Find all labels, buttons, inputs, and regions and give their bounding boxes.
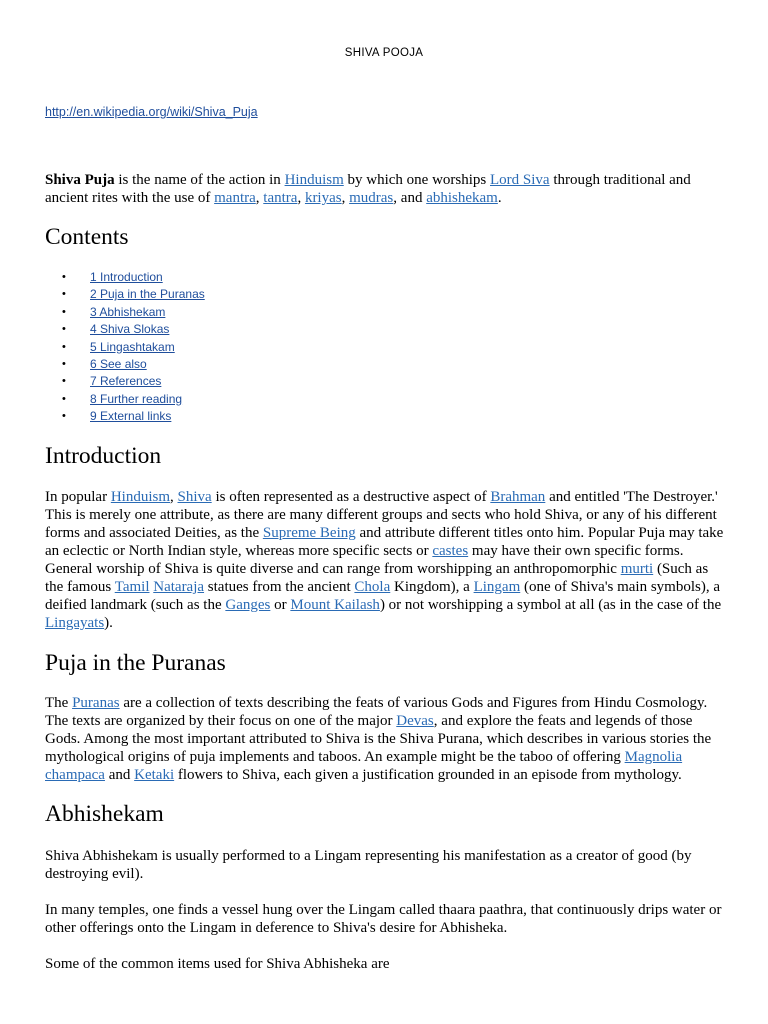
text-run: (one of Shiva's main symbols), a deified landmark (such as the [45, 579, 721, 613]
link-nataraja[interactable]: Nataraja [153, 579, 205, 595]
intro-paragraph [45, 171, 725, 207]
link-chola[interactable]: Chola [354, 579, 391, 595]
link-abhishekam[interactable]: abhishekam [426, 190, 498, 206]
text-run: ) or not worshipping a symbol at all (as in the case of the [379, 597, 722, 613]
text-run: and attribute different titles onto him. Popular Puja may take an eclectic or North Indian style, whereas more specific sects or [45, 525, 724, 559]
text-run: is often represented as a destructive aspect of [211, 489, 491, 505]
bullet-icon: • [62, 305, 66, 318]
table-of-contents [62, 269, 205, 426]
text-run: , and [393, 190, 427, 206]
text-run: Kingdom), a [390, 579, 474, 595]
text-run: is the name of the action in [114, 172, 285, 188]
toc-link-external-links[interactable]: 9 External links [90, 409, 172, 424]
link-mudras[interactable]: mudras [349, 190, 394, 206]
text-run: , [255, 190, 264, 206]
text-run: statues from the ancient [204, 579, 355, 595]
link-ketaki[interactable]: Ketaki [134, 767, 175, 783]
text-run: through traditional and ancient rites with the use of [45, 172, 691, 206]
toc-item [62, 408, 205, 425]
abhishekam-paragraph-2: In many temples, one finds a vessel hung over the Lingam called thaara paathra, that continuously drips water or other offerings onto the Lingam in deference to Shiva's desire for Abhisheka. [45, 902, 722, 936]
link-brahman[interactable]: Brahman [490, 489, 546, 505]
puranas-paragraph [45, 694, 725, 784]
toc-item [62, 356, 205, 373]
abhishekam-heading: Abhishekam [45, 801, 164, 827]
toc-item [62, 339, 205, 356]
link-castes[interactable]: castes [432, 543, 469, 559]
toc-link-puja-in-the-puranas[interactable]: 2 Puja in the Puranas [90, 287, 205, 302]
text-run: flowers to Shiva, each given a justification grounded in an episode from mythology. [174, 767, 682, 783]
toc-link-lingashtakam[interactable]: 5 Lingashtakam [90, 339, 175, 354]
link-magnolia-champaca[interactable]: Magnolia champaca [45, 749, 683, 783]
text-run: and entitled 'The Destroyer.' This is merely one attribute, as there are many different groups and sects who hold Shiva, or any of his different forms and associated Deities, as the [45, 489, 718, 541]
introduction-paragraph [45, 488, 725, 632]
bullet-icon: • [62, 392, 66, 405]
bullet-icon: • [62, 288, 66, 301]
text-run: In popular [45, 489, 111, 505]
link-devas[interactable]: Devas [396, 713, 434, 729]
toc-link-abhishekam[interactable]: 3 Abhishekam [90, 304, 166, 319]
toc-link-further-reading[interactable]: 8 Further reading [90, 391, 183, 406]
toc-item [62, 321, 205, 338]
toc-link-introduction[interactable]: 1 Introduction [90, 270, 163, 284]
link-kriyas[interactable]: kriyas [304, 190, 342, 206]
link-tamil[interactable]: Tamil [114, 579, 150, 595]
bullet-icon: • [62, 357, 66, 370]
toc-link-see-also[interactable]: 6 See also [90, 356, 147, 371]
toc-item [62, 373, 205, 390]
text-run: The [45, 695, 73, 711]
link-ganges[interactable]: Ganges [225, 597, 271, 613]
link-lingayats[interactable]: Lingayats [45, 615, 105, 631]
toc-item [62, 286, 205, 303]
link-mantra[interactable]: mantra [214, 190, 256, 206]
contents-heading: Contents [45, 224, 129, 250]
bullet-icon: • [62, 271, 66, 283]
source-url-link[interactable]: http://en.wikipedia.org/wiki/Shiva_Puja [45, 105, 258, 119]
link-hinduism[interactable]: Hinduism [110, 489, 171, 505]
link-lord-siva[interactable]: Lord Siva [490, 172, 550, 188]
link-mount-kailash[interactable]: Mount Kailash [290, 597, 380, 613]
text-run: by which one worships [343, 172, 490, 188]
link-murti[interactable]: murti [620, 561, 654, 577]
bullet-icon: • [62, 375, 66, 388]
text-run: . [497, 190, 502, 206]
text-run: (Such as the famous [45, 561, 709, 595]
abhishekam-paragraph-1: Shiva Abhishekam is usually performed to a Lingam representing his manifestation as a creator of good (by destroying evil). [45, 848, 692, 882]
bullet-icon: • [62, 340, 66, 353]
text-run: and [104, 767, 135, 783]
toc-item [62, 304, 205, 321]
toc-link-shiva-slokas[interactable]: 4 Shiva Slokas [90, 322, 170, 337]
text-run: or [270, 597, 291, 613]
text-run: may have their own specific forms. General worship of Shiva is quite diverse and can range from worshipping an anthropomorphic [45, 543, 684, 577]
text-run: ). [104, 615, 113, 631]
introduction-heading: Introduction [45, 443, 162, 469]
link-puranas[interactable]: Puranas [72, 695, 120, 711]
toc-item [62, 269, 205, 286]
text-run: , [341, 190, 350, 206]
document-title: SHIVA POOJA [344, 47, 424, 59]
bullet-icon: • [62, 323, 66, 336]
puranas-heading: Puja in the Puranas [45, 650, 226, 676]
toc-item [62, 391, 205, 408]
text-run: , and explore the feats and legends of those Gods. Among the most important attributed to Shiva is the Shiva Purana, which describes in various stories the mythological origins of puja implements and taboos. An example might be the taboo of offering [45, 713, 712, 765]
text-run: , [297, 190, 305, 206]
bullet-icon: • [62, 410, 66, 423]
link-shiva[interactable]: Shiva [177, 489, 212, 505]
link-tantra[interactable]: tantra [263, 190, 298, 206]
link-hinduism[interactable]: Hinduism [284, 172, 344, 188]
abhishekam-paragraph-3: Some of the common items used for Shiva Abhisheka are [45, 956, 390, 972]
text-run: , [170, 489, 178, 505]
link-supreme-being[interactable]: Supreme Being [262, 525, 356, 541]
toc-link-references[interactable]: 7 References [90, 374, 162, 389]
link-lingam[interactable]: Lingam [473, 579, 521, 595]
intro-bold-term: Shiva Puja [45, 172, 115, 188]
text-run: are a collection of texts describing the feats of various Gods and Figures from Hindu Cosmology. The texts are organized by their focus on one of the major [45, 695, 708, 729]
